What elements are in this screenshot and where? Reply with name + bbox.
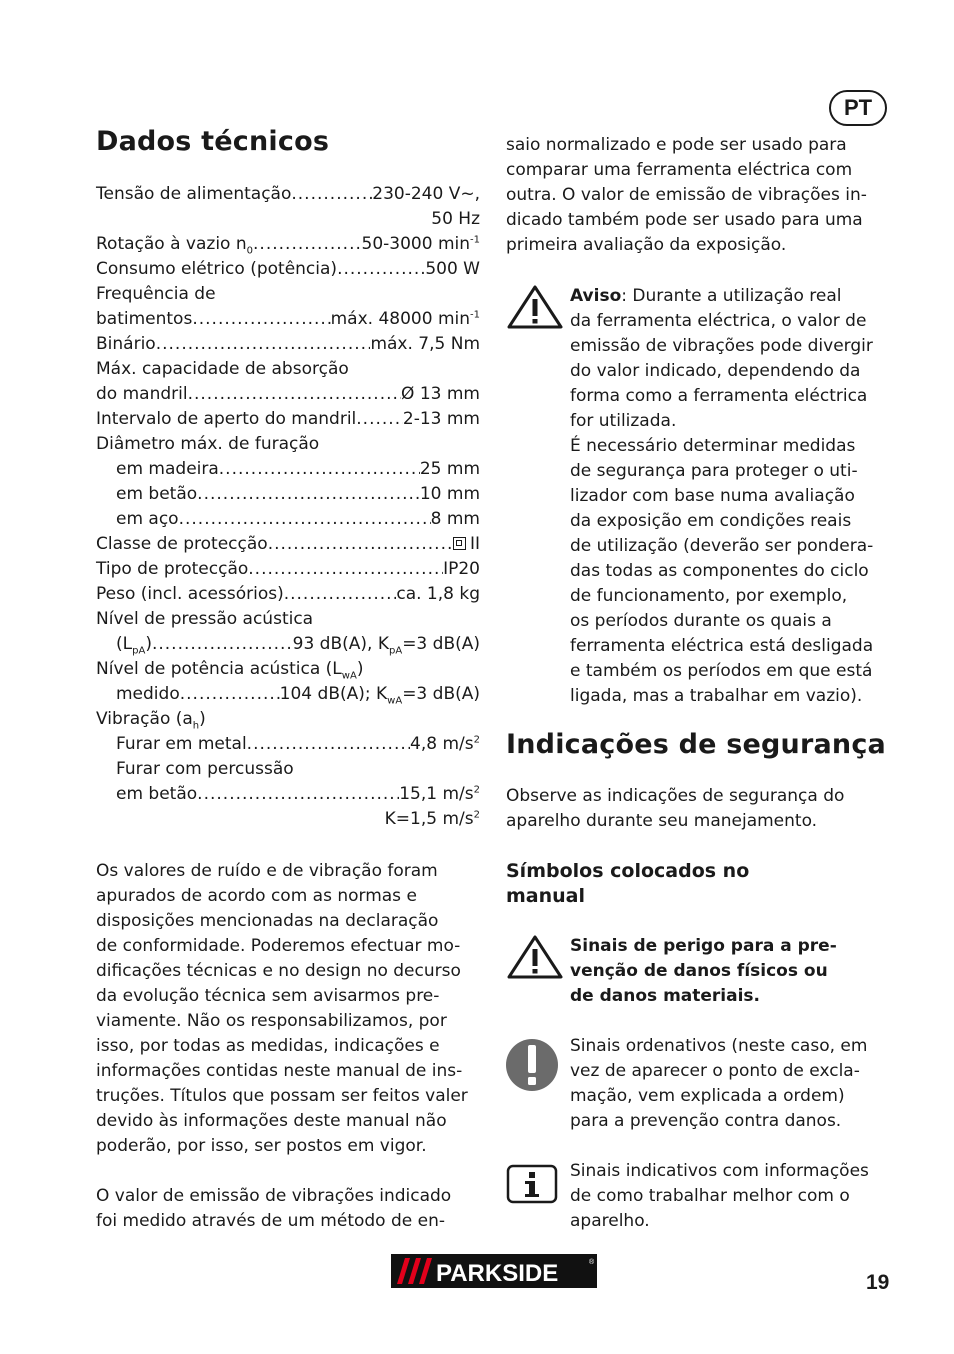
text-line: Os valores de ruído e de vibração foram (96, 861, 438, 881)
dot-leader (192, 307, 330, 332)
dot-leader (197, 782, 399, 807)
text-line: viamente. Não os responsabilizamos, por (96, 1011, 447, 1031)
text-line (570, 309, 896, 334)
spec-value (401, 382, 480, 407)
text-line: truções. Títulos que possam ser feitos valer (96, 1086, 468, 1106)
spec-value-text: 2-13 mm (402, 409, 480, 429)
spec-value-text: 230-240 V~, (372, 184, 480, 204)
spec-label (96, 257, 337, 282)
spec-value (370, 332, 480, 357)
spec-label (96, 657, 363, 682)
text-line (570, 559, 896, 584)
spec-value-text: 8 mm (430, 509, 480, 529)
info-sign-icon (506, 1164, 560, 1204)
text-line: venção de danos físicos ou (570, 961, 828, 981)
spec-value-suffix: =3 dB(A) (402, 684, 480, 704)
spec-label-suffix: ) (199, 709, 206, 729)
warning-note (570, 284, 896, 709)
text-line (570, 359, 896, 384)
spec-label (116, 757, 294, 782)
spec-value (420, 457, 480, 482)
dot-leader (284, 582, 397, 607)
spec-label-text: Intervalo de aperto do mandril (96, 409, 357, 429)
warning-label: Aviso (570, 286, 622, 306)
spec-row (96, 282, 480, 307)
warning-text: da ferramenta eléctrica, o valor de (570, 311, 867, 331)
spec-value (385, 807, 480, 832)
spec-value-subscript: pA (388, 645, 403, 657)
text-line: disposições mencionadas na declaração (96, 911, 439, 931)
spec-value-text: 15,1 m/s (399, 784, 474, 804)
spec-value (372, 182, 480, 207)
spec-label-text: Rotação à vazio n (96, 234, 247, 254)
spec-value-superscript: -1 (470, 309, 480, 321)
spec-value-text: 50 Hz (431, 209, 480, 229)
spec-value-text: máx. 48000 min (330, 309, 471, 329)
spec-row (96, 182, 480, 207)
spec-label-text: em betão (116, 784, 198, 804)
spec-row (96, 657, 480, 682)
spec-label (96, 607, 313, 632)
spec-label-text: em betão (116, 484, 198, 504)
spec-label (116, 457, 219, 482)
spec-label-text: Binário (96, 334, 156, 354)
spec-label (96, 432, 319, 457)
spec-row (96, 382, 480, 407)
text-line: comparar uma ferramenta eléctrica com (506, 160, 853, 180)
text-line: mação, vem explicada a ordem) (570, 1086, 845, 1106)
spec-label (96, 557, 248, 582)
spec-value-superscript: 2 (473, 734, 480, 746)
spec-label-text: Diâmetro máx. de furação (96, 434, 320, 454)
spec-label (116, 782, 197, 807)
dot-leader (248, 557, 443, 582)
spec-label (96, 357, 349, 382)
logo-text: PARKSIDE (436, 1260, 559, 1287)
text-line: apurados de acordo com as normas e (96, 886, 417, 906)
dot-leader (152, 632, 293, 657)
text-line: Sinais indicativos com informações (570, 1161, 869, 1181)
paragraph-safety-intro (506, 784, 896, 834)
text-line: saio normalizado e pode ser usado para (506, 135, 847, 155)
logo-registered-mark: ® (589, 1259, 595, 1266)
spec-label (116, 732, 247, 757)
spec-label-text: do mandril (96, 384, 188, 404)
spec-label-text: Tipo de protecção (96, 559, 249, 579)
warning-text: ferramenta eléctrica está desligada (570, 636, 874, 656)
spec-label (116, 682, 180, 707)
spec-value-text: 500 W (425, 259, 480, 279)
text-line: dicado também pode ser usado para uma (506, 210, 863, 230)
spec-label-text: Frequência de (96, 284, 216, 304)
spec-value-text: IP20 (443, 559, 480, 579)
spec-label-suffix: ) (145, 634, 152, 654)
spec-value (396, 582, 480, 607)
dot-leader (156, 332, 371, 357)
spec-label-text: Peso (incl. acessórios) (96, 584, 284, 604)
spec-value (399, 782, 480, 807)
spec-value (420, 482, 480, 507)
section-title-technical-data: Dados técnicos (96, 126, 330, 157)
text-line: outra. O valor de emissão de vibrações in- (506, 185, 867, 205)
spec-value (431, 207, 480, 232)
text-line: Observe as indicações de segurança do (506, 786, 845, 806)
protection-class-symbol-icon (453, 537, 466, 550)
spec-row (96, 407, 480, 432)
spec-label-text: medido (116, 684, 180, 704)
text-line (570, 634, 896, 659)
dot-leader (219, 457, 420, 482)
spec-label-text: Consumo elétrico (potência) (96, 259, 338, 279)
text-line (570, 609, 896, 634)
paragraph-continuation (506, 133, 896, 258)
text-line: aparelho. (570, 1211, 650, 1231)
spec-value-text: 25 mm (419, 459, 480, 479)
warning-text: for utilizada. (570, 411, 677, 431)
spec-value (331, 307, 480, 332)
spec-value (293, 632, 480, 657)
spec-row (96, 357, 480, 382)
text-line: da evolução técnica sem avisarmos pre- (96, 986, 440, 1006)
spec-value-text: 4,8 m/s (410, 734, 474, 754)
text-line: de como trabalhar melhor com o (570, 1186, 850, 1206)
spec-label-text: Nível de pressão acústica (96, 609, 314, 629)
spec-row (96, 532, 480, 557)
spec-label-text: em madeira (116, 459, 219, 479)
spec-row (96, 232, 480, 257)
spec-value (431, 507, 480, 532)
section-title-safety: Indicações de segurança (506, 729, 886, 760)
text-line: dificações técnicas e no design no decurso (96, 961, 461, 981)
spec-value-text: Ø 13 mm (401, 384, 480, 404)
text-line (570, 659, 896, 684)
spec-row (96, 582, 480, 607)
spec-row (96, 707, 480, 732)
spec-label-subscript: h (192, 720, 200, 732)
dot-leader (268, 532, 453, 557)
spec-value-text: 104 dB(A); K (279, 684, 388, 704)
spec-label-text: Classe de protecção (96, 534, 268, 554)
dot-leader (253, 232, 362, 257)
spec-label-text: Furar em metal (116, 734, 247, 754)
spec-label-text: Furar com percussão (116, 759, 294, 779)
spec-value-superscript: -1 (470, 234, 480, 246)
text-line (570, 684, 896, 709)
spec-value-text: K=1,5 m/s (384, 809, 474, 829)
title-line: manual (506, 885, 586, 907)
warning-text: de funcionamento, por exemplo, (570, 586, 848, 606)
text-line: Sinais ordenativos (neste caso, em (570, 1036, 868, 1056)
spec-row (96, 682, 480, 707)
warning-text: os períodos durante os quais a (570, 611, 832, 631)
spec-value-text: ca. 1,8 kg (396, 584, 480, 604)
text-line (570, 334, 896, 359)
dot-leader (247, 732, 410, 757)
text-line (570, 459, 896, 484)
text-line: devido às informações deste manual não (96, 1111, 447, 1131)
page-number: 19 (866, 1271, 890, 1294)
spec-row (96, 757, 480, 782)
spec-label (96, 582, 284, 607)
warning-text: emissão de vibrações pode divergir (570, 336, 873, 356)
warning-text: lizador com base numa avaliação (570, 486, 855, 506)
spec-row (96, 732, 480, 757)
spec-row (96, 782, 480, 807)
warning-text: das todas as componentes do ciclo (570, 561, 869, 581)
spec-row (96, 482, 480, 507)
spec-value (425, 257, 480, 282)
dot-leader (337, 257, 425, 282)
spec-label (96, 332, 156, 357)
text-line: informações contidas neste manual de ins- (96, 1061, 463, 1081)
spec-value-text: máx. 7,5 Nm (370, 334, 480, 354)
text-line: de conformidade. Poderemos efectuar mo- (96, 936, 461, 956)
spec-value (443, 557, 480, 582)
language-badge: PT (829, 90, 887, 126)
spec-label-text: Vibração (a (96, 709, 193, 729)
dot-leader (180, 682, 280, 707)
text-line (570, 509, 896, 534)
dot-leader (291, 182, 372, 207)
spec-label-text: Máx. capacidade de absorção (96, 359, 349, 379)
text-line: Sinais de perigo para a pre- (570, 936, 837, 956)
spec-label-subscript: pA (132, 645, 146, 657)
spec-value (403, 407, 480, 432)
spec-label (96, 182, 291, 207)
parkside-logo (391, 1254, 597, 1288)
text-line (570, 434, 896, 459)
warning-triangle-icon (506, 284, 564, 330)
spec-label (96, 232, 253, 257)
spec-label-subscript: wA (341, 670, 357, 682)
text-line: foi medido através de um método de en- (96, 1211, 446, 1231)
spec-value-subscript: wA (387, 695, 403, 707)
text-line: aparelho durante seu manejamento. (506, 811, 818, 831)
spec-label-subscript: 0 (246, 245, 254, 257)
text-line (570, 484, 896, 509)
spec-label-suffix: ) (356, 659, 364, 679)
spec-row (96, 807, 480, 832)
text-line (570, 534, 896, 559)
spec-value-text: 93 dB(A), K (292, 634, 389, 654)
spec-value-text: 10 mm (419, 484, 480, 504)
warning-text: : Durante a utilização real (621, 286, 842, 306)
spec-label (96, 307, 192, 332)
danger-triangle-icon (506, 934, 564, 980)
spec-value (362, 232, 480, 257)
title-line: Símbolos colocados no (506, 860, 750, 882)
spec-value-superscript: 2 (473, 784, 480, 796)
dot-leader (356, 407, 403, 432)
subsection-title-symbols (506, 859, 896, 909)
spec-row (96, 607, 480, 632)
danger-signs-note (570, 934, 896, 1009)
spec-row (96, 432, 480, 457)
warning-text: forma como a ferramenta eléctrica (570, 386, 868, 406)
text-line: de danos materiais. (570, 986, 761, 1006)
warning-text: de utilização (deverão ser pondera- (570, 536, 874, 556)
text-line (570, 584, 896, 609)
spec-label (96, 532, 268, 557)
spec-row (96, 557, 480, 582)
spec-row (96, 632, 480, 657)
text-line: isso, por todas as medidas, indicações e (96, 1036, 440, 1056)
spec-label-text: batimentos (96, 309, 193, 329)
paragraph-vibration-emission (96, 1184, 480, 1234)
warning-text: É necessário determinar medidas (570, 436, 856, 456)
text-line: poderão, por isso, ser postos em vigor. (96, 1136, 427, 1156)
info-signs-note (570, 1159, 896, 1234)
spec-value-superscript: 2 (473, 809, 480, 821)
text-line (570, 409, 896, 434)
warning-text: de segurança para proteger o uti- (570, 461, 858, 481)
text-line: primeira avaliação da exposição. (506, 235, 787, 255)
paragraph-values-disclaimer (96, 859, 480, 1159)
spec-row (96, 307, 480, 332)
text-line: vez de aparecer o ponto de excla- (570, 1061, 860, 1081)
spec-label (116, 482, 197, 507)
spec-label (96, 407, 356, 432)
spec-label (96, 282, 216, 307)
spec-row (96, 332, 480, 357)
mandatory-sign-icon (506, 1036, 560, 1094)
mandatory-signs-note (570, 1034, 896, 1134)
dot-leader (179, 507, 431, 532)
spec-label (116, 632, 152, 657)
text-line (570, 384, 896, 409)
spec-value-text: 50-3000 min (361, 234, 471, 254)
spec-label-text: Tensão de alimentação (96, 184, 292, 204)
spec-row (96, 507, 480, 532)
spec-label (96, 382, 188, 407)
spec-label-text: Nível de potência acústica (L (96, 659, 342, 679)
warning-text: do valor indicado, dependendo da (570, 361, 861, 381)
text-line: para a prevenção contra danos. (570, 1111, 842, 1131)
spec-row (96, 207, 480, 232)
spec-label-text: em aço (116, 509, 179, 529)
spec-value-text: II (469, 534, 480, 554)
dot-leader (188, 382, 401, 407)
spec-value-suffix: =3 dB(A) (402, 634, 480, 654)
spec-row (96, 257, 480, 282)
spec-row (96, 457, 480, 482)
dot-leader (197, 482, 420, 507)
spec-value (453, 532, 480, 557)
spec-label (116, 507, 179, 532)
text-line (570, 284, 896, 309)
text-line: O valor de emissão de vibrações indicado (96, 1186, 452, 1206)
spec-label-text: (L (116, 634, 133, 654)
warning-text: da exposição em condições reais (570, 511, 852, 531)
spec-value (280, 682, 480, 707)
spec-label (96, 707, 206, 732)
warning-text: e também os períodos em que está (570, 661, 873, 681)
warning-text: ligada, mas a trabalhar em vazio). (570, 686, 863, 706)
technical-specs-table (96, 182, 480, 832)
spec-value (410, 732, 480, 757)
